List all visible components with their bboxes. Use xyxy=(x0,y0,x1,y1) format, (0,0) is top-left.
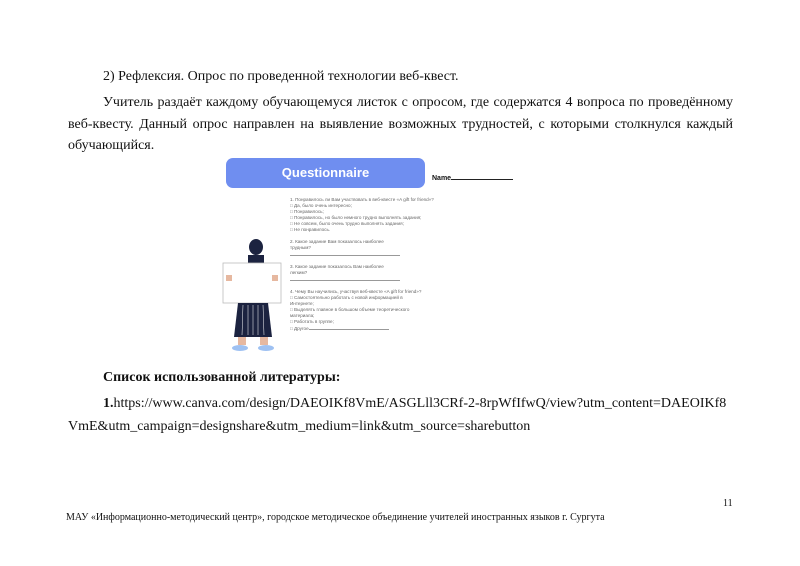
option: □ Да, было очень интересно; xyxy=(290,203,352,208)
option: □ Понравилось; xyxy=(290,209,324,214)
footer: МАУ «Информационно-методический центр», городское методическое объединение учителей иностранных языков г. Сургута xyxy=(66,512,605,523)
reference-number: 1. xyxy=(103,396,114,411)
questionnaire-title: Questionnaire xyxy=(226,158,425,188)
question-2: 2. Какое задание Вам показалось наиболее трудным? xyxy=(290,239,384,250)
paragraph: Учитель раздаёт каждому обучающемуся листок с опросом, где содержатся 4 вопроса по проведённому веб-квесту. Данный опрос направлен на выявление возможных трудностей, с которыми столкнулся каждый обучающийся. xyxy=(68,95,733,153)
section-title: 2) Рефлексия. Опрос по проведенной технологии веб-квест. xyxy=(103,69,459,84)
option: □ Самостоятельно работать с новой информацией в Интернете; xyxy=(290,295,403,306)
option: □ Не понравилось. xyxy=(290,227,331,232)
person-illustration xyxy=(218,235,288,355)
page-number: 11 xyxy=(723,498,733,509)
reference-link[interactable]: https://www.canva.com/design/DAEOIKf8VmE/ASGLll3CRf-2-8rpWfIfwQ/view?utm_content=DAEOIKf8VmE&utm_campaign=designshare&utm_medium=link&utm_source=sharebutton xyxy=(68,396,727,434)
question-3: 3. Какое задание показалось Вам наиболее легким? xyxy=(290,264,384,275)
option: □ Работать в группе; xyxy=(290,319,334,324)
question-1: 1. Понравилось ли Вам участвовать в веб-квесте «A gift for friend»? xyxy=(290,197,434,202)
option: □ Понравилось, но было немного трудно выполнять задания; xyxy=(290,215,422,220)
name-label: Name xyxy=(432,175,452,182)
option: □ Другое xyxy=(290,326,309,331)
questionnaire-text xyxy=(290,197,480,332)
question-4: 4. Чему Вы научились, участвуя веб-квесте «A gift for friend»? xyxy=(290,289,422,294)
questionnaire-image xyxy=(218,155,533,360)
reference-item xyxy=(68,392,733,438)
name-field xyxy=(432,175,513,182)
option: □ Не совсем, было очень трудно выполнять задания; xyxy=(290,221,404,226)
option: □ Выделять главное в большом объеме теоретического материала; xyxy=(290,307,410,318)
references-heading: Список использованной литературы: xyxy=(103,370,341,385)
